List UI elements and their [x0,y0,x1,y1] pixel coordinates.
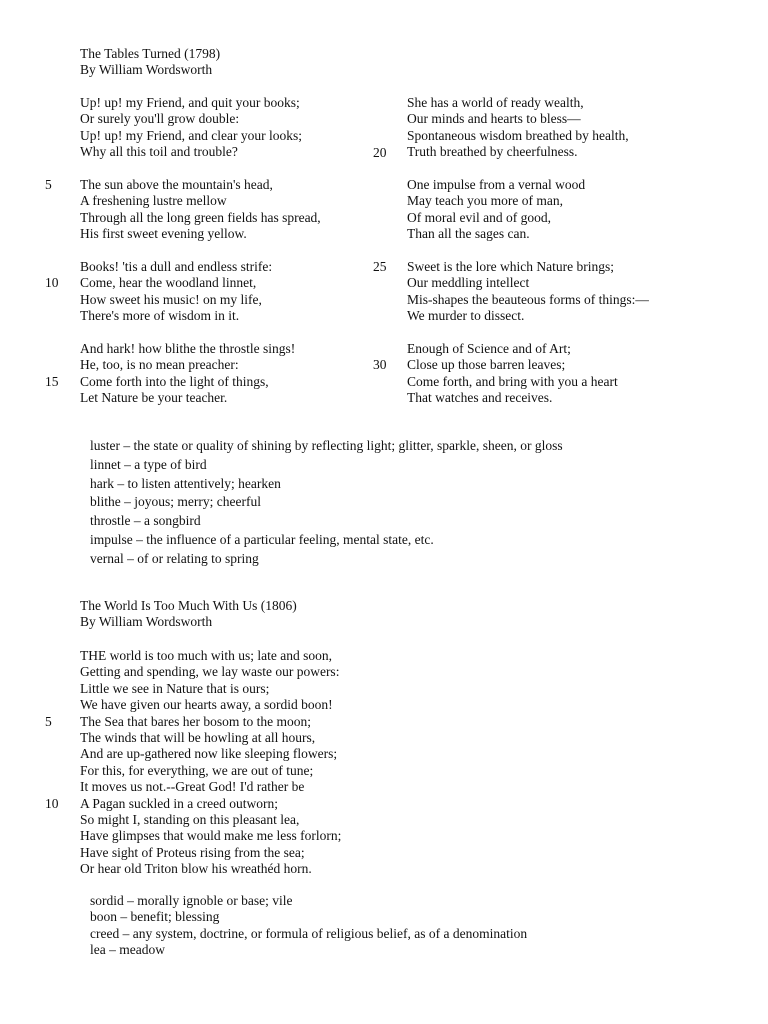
poem1-stanza-5 [407,95,629,161]
line-number: 5 [45,177,52,192]
verse-line: Little we see in Nature that is ours; [80,680,270,696]
verse-line: Up! up! my Friend, and quit your books; [80,95,300,110]
poem1-header [80,46,220,79]
verse-line: The Sea that bares her bosom to the moon; [80,713,311,729]
glossary-entry: creed – any system, doctrine, or formula of religious belief, as of a denomination [90,925,528,941]
verse-line: May teach you more of man, [407,193,563,209]
verse-line: Mis-shapes the beauteous forms of things:— [407,291,649,307]
verse-line: Enough of Science and of Art; [407,341,571,356]
verse-line: Come forth into the light of things, [80,373,269,389]
poem1-stanza-3 [80,259,272,325]
verse-line: She has a world of ready wealth, [407,95,584,110]
verse-line: So might I, standing on this pleasant lea, [80,811,300,827]
verse-line: There's more of wisdom in it. [80,308,240,324]
verse-line: One impulse from a vernal wood [407,177,586,192]
verse-line: Than all the sages can. [407,226,530,242]
poem1-stanza-1 [80,95,302,161]
verse-line: His first sweet evening yellow. [80,226,247,242]
verse-line: For this, for everything, we are out of tune; [80,762,314,778]
verse-line: Getting and spending, we lay waste our powers: [80,664,340,680]
verse-line: Our minds and hearts to bless— [407,111,581,127]
glossary-entry: throstle – a songbird [90,513,201,529]
line-number: 5 [45,714,52,729]
glossary-entry: impulse – the influence of a particular feeling, mental state, etc. [90,531,434,547]
verse-line: The sun above the mountain's head, [80,177,273,192]
verse-line: Why all this toil and trouble? [80,144,238,160]
poem1-author: By William Wordsworth [80,62,213,78]
verse-line: Have glimpses that would make me less forlorn; [80,828,342,844]
line-number: 25 [373,259,387,274]
verse-line: It moves us not.--Great God! I'd rather be [80,779,305,795]
glossary-entry: boon – benefit; blessing [90,909,220,925]
verse-line: Close up those barren leaves; [407,357,566,373]
verse-line: That watches and receives. [407,390,553,406]
line-number: 30 [373,357,387,372]
poem2-title: The World Is Too Much With Us (1806) [80,598,297,613]
poem1-stanza-7 [407,259,649,325]
verse-line: Or hear old Triton blow his wreathéd horn. [80,861,312,877]
glossary-entry: hark – to listen attentively; hearken [90,475,281,491]
verse-line: And hark! how blithe the throstle sings! [80,341,296,356]
verse-line: Up! up! my Friend, and clear your looks; [80,127,302,143]
poem1-stanza-2 [80,177,321,243]
poem1-glossary [90,437,563,569]
verse-line: Have sight of Proteus rising from the sea; [80,844,305,860]
verse-line: Come, hear the woodland linnet, [80,275,257,291]
poem1-stanza-8 [407,341,618,407]
poem2-body [80,648,341,877]
verse-line: And are up-gathered now like sleeping flowers; [80,746,338,762]
verse-line: Spontaneous wisdom breathed by health, [407,127,629,143]
verse-line: Sweet is the lore which Nature brings; [407,259,614,274]
poem2-author: By William Wordsworth [80,614,213,630]
line-number: 15 [45,374,59,389]
poem1-title: The Tables Turned (1798) [80,46,221,61]
verse-line: He, too, is no mean preacher: [80,357,239,373]
glossary-entry: blithe – joyous; merry; cheerful [90,494,261,510]
verse-line: Come forth, and bring with you a heart [407,373,618,389]
glossary-entry: linnet – a type of bird [90,456,207,472]
poem1-stanza-6 [407,177,585,243]
line-number: 20 [373,145,387,160]
verse-line: The winds that will be howling at all hours, [80,729,316,745]
glossary-entry: vernal – of or relating to spring [90,550,259,566]
poem2-header [80,598,297,631]
verse-line: A Pagan suckled in a creed outworn; [80,795,278,811]
verse-line: We murder to dissect. [407,308,525,324]
glossary-entry: sordid – morally ignoble or base; vile [90,893,293,908]
poem2-glossary [90,893,527,959]
verse-line: A freshening lustre mellow [80,193,227,209]
line-number: 10 [45,796,59,811]
poem1-stanza-4 [80,341,295,407]
verse-line: Or surely you'll grow double: [80,111,240,127]
verse-line: We have given our hearts away, a sordid boon! [80,697,333,713]
verse-line: Truth breathed by cheerfulness. [407,144,578,160]
line-number: 10 [45,275,59,290]
verse-line: Let Nature be your teacher. [80,390,228,406]
verse-line: Of moral evil and of good, [407,209,551,225]
verse-line: THE world is too much with us; late and soon, [80,648,332,663]
verse-line: Through all the long green fields has spread, [80,209,321,225]
glossary-entry: lea – meadow [90,942,165,958]
verse-line: How sweet his music! on my life, [80,291,262,307]
glossary-entry: luster – the state or quality of shining by reflecting light; glitter, sparkle, sheen, or gloss [90,438,563,453]
verse-line: Our meddling intellect [407,275,530,291]
verse-line: Books! 'tis a dull and endless strife: [80,259,273,274]
